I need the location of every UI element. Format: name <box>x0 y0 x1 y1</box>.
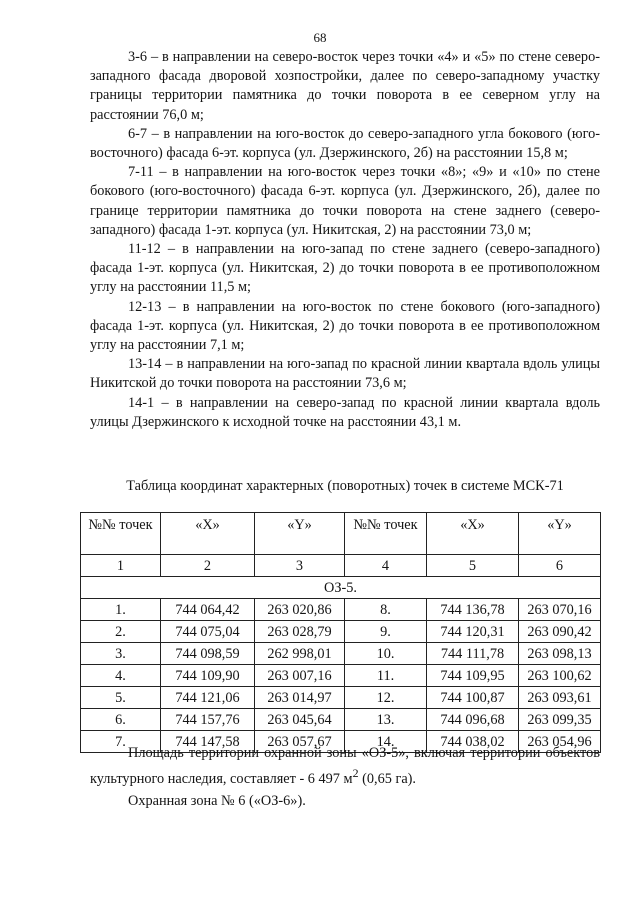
footer-text <box>90 744 600 814</box>
paragraph-12-13: 12-13 – в направлении на юго-восток по стене бокового (юго-западного) фасада 1-эт. корпуса (ул. Никитская, 2) до точки поворота в ее противоположном углу на расстоянии 7,1 м; <box>90 298 600 354</box>
table-cell: 3. <box>81 643 161 665</box>
table-cell: 263 093,61 <box>519 687 601 709</box>
table-cell: 263 014,97 <box>255 687 345 709</box>
table-cell: 12. <box>345 687 427 709</box>
table-cell: 263 007,16 <box>255 665 345 687</box>
paragraph-13-14: 13-14 – в направлении на юго-запад по красной линии квартала вдоль улицы Никитской до точки поворота на расстоянии 73,6 м; <box>90 356 600 392</box>
table-cell: 9. <box>345 621 427 643</box>
area-text-end: (0,65 га). <box>358 770 417 787</box>
paragraph-11-12: 11-12 – в направлении на юго-запад по стене заднего (северо-западного) фасада 1-эт. корпуса (ул. Никитская, 2) до точки поворота в ее противоположном углу на расстоянии 11,5 м; <box>90 241 600 296</box>
table-row <box>81 643 601 665</box>
column-number-row <box>81 555 601 577</box>
table-cell: 263 028,79 <box>255 621 345 643</box>
section-label: ОЗ-5. <box>81 577 601 599</box>
table-cell: 744 109,95 <box>427 665 519 687</box>
paragraph-6-7: 6-7 – в направлении на юго-восток до северо-западного угла бокового (юго-восточного) фасада 6-эт. корпуса (ул. Дзержинского, 2б) на расстоянии 15,8 м; <box>90 125 600 162</box>
column-number: 6 <box>519 555 601 577</box>
table-cell: 263 098,13 <box>519 643 601 665</box>
table-cell: 263 057,67 <box>255 731 345 753</box>
header-x: «X» <box>161 513 255 555</box>
column-number: 3 <box>255 555 345 577</box>
table-row <box>81 709 601 731</box>
table-cell: 744 121,06 <box>161 687 255 709</box>
table-cell: 744 111,78 <box>427 643 519 665</box>
table-cell: 10. <box>345 643 427 665</box>
table-caption: Таблица координат характерных (поворотных) точек в системе МСК-71 <box>126 478 564 494</box>
table-row <box>81 599 601 621</box>
table-cell: 744 064,42 <box>161 599 255 621</box>
column-number: 1 <box>81 555 161 577</box>
table-cell: 263 099,35 <box>519 709 601 731</box>
table-cell: 14. <box>345 731 427 753</box>
paragraph-3-6: 3-6 – в направлении на северо-восток через точки «4» и «5» по стене северо-западного фасада дворовой хозпостройки, далее по северо-западному участку границы территории памятника до точки поворота в ее северном углу на расстоянии 76,0 м; <box>90 49 600 123</box>
table-row <box>81 621 601 643</box>
table-cell: 744 136,78 <box>427 599 519 621</box>
table-cell: 263 070,16 <box>519 599 601 621</box>
table-row <box>81 665 601 687</box>
paragraph-7-11: 7-11 – в направлении на юго-восток через точки «8»; «9» и «10» по стене бокового (юго-восточного) фасада 6-эт. корпуса (ул. Дзержинского, 2б), далее по границе территории памятника до точки поворота на стене заднего (северо-западного) фасада 1-эт. корпуса (ул. Никитская, 2) на расстоянии 73,0 м; <box>90 164 600 238</box>
header-x-2: «X» <box>427 513 519 555</box>
header-point-number-2: №№ точек <box>345 513 427 555</box>
table-cell: 263 054,96 <box>519 731 601 753</box>
header-y: «Y» <box>255 513 345 555</box>
boundary-description <box>90 48 600 432</box>
page-number: 68 <box>313 30 327 45</box>
table-cell: 744 147,58 <box>161 731 255 753</box>
table-cell: 262 998,01 <box>255 643 345 665</box>
area-unit-superscript: 2 <box>352 765 359 780</box>
column-number: 5 <box>427 555 519 577</box>
table-cell: 8. <box>345 599 427 621</box>
table-cell: 744 157,76 <box>161 709 255 731</box>
table-cell: 4. <box>81 665 161 687</box>
area-paragraph <box>90 744 600 789</box>
table-cell: 744 096,68 <box>427 709 519 731</box>
table-header-row <box>81 513 601 555</box>
table-cell: 7. <box>81 731 161 753</box>
table-cell: 13. <box>345 709 427 731</box>
paragraph-14-1: 14-1 – в направлении на северо-запад по красной линии квартала вдоль улицы Дзержинского к исходной точке на расстоянии 43,1 м. <box>90 394 600 430</box>
table-cell: 744 109,90 <box>161 665 255 687</box>
column-number: 2 <box>161 555 255 577</box>
table-cell: 6. <box>81 709 161 731</box>
header-point-number: №№ точек <box>81 513 161 555</box>
table-row <box>81 687 601 709</box>
table-cell: 744 075,04 <box>161 621 255 643</box>
area-text: Площадь территории охранной зоны «ОЗ-5», включая территории объектов культурного наследия, составляет - 6 497 м <box>90 745 600 787</box>
header-y-2: «Y» <box>519 513 601 555</box>
table-cell: 263 020,86 <box>255 599 345 621</box>
table-cell: 744 038,02 <box>427 731 519 753</box>
next-zone-heading: Охранная зона № 6 («ОЗ-6»). <box>128 792 306 809</box>
table-cell: 744 098,59 <box>161 643 255 665</box>
table-cell: 744 120,31 <box>427 621 519 643</box>
table-cell: 1. <box>81 599 161 621</box>
table-cell: 5. <box>81 687 161 709</box>
table-cell: 263 045,64 <box>255 709 345 731</box>
table-cell: 263 100,62 <box>519 665 601 687</box>
column-number: 4 <box>345 555 427 577</box>
section-row <box>81 577 601 599</box>
table-cell: 2. <box>81 621 161 643</box>
table-cell: 744 100,87 <box>427 687 519 709</box>
table-cell: 11. <box>345 665 427 687</box>
table-cell: 263 090,42 <box>519 621 601 643</box>
coordinates-table <box>80 512 601 753</box>
